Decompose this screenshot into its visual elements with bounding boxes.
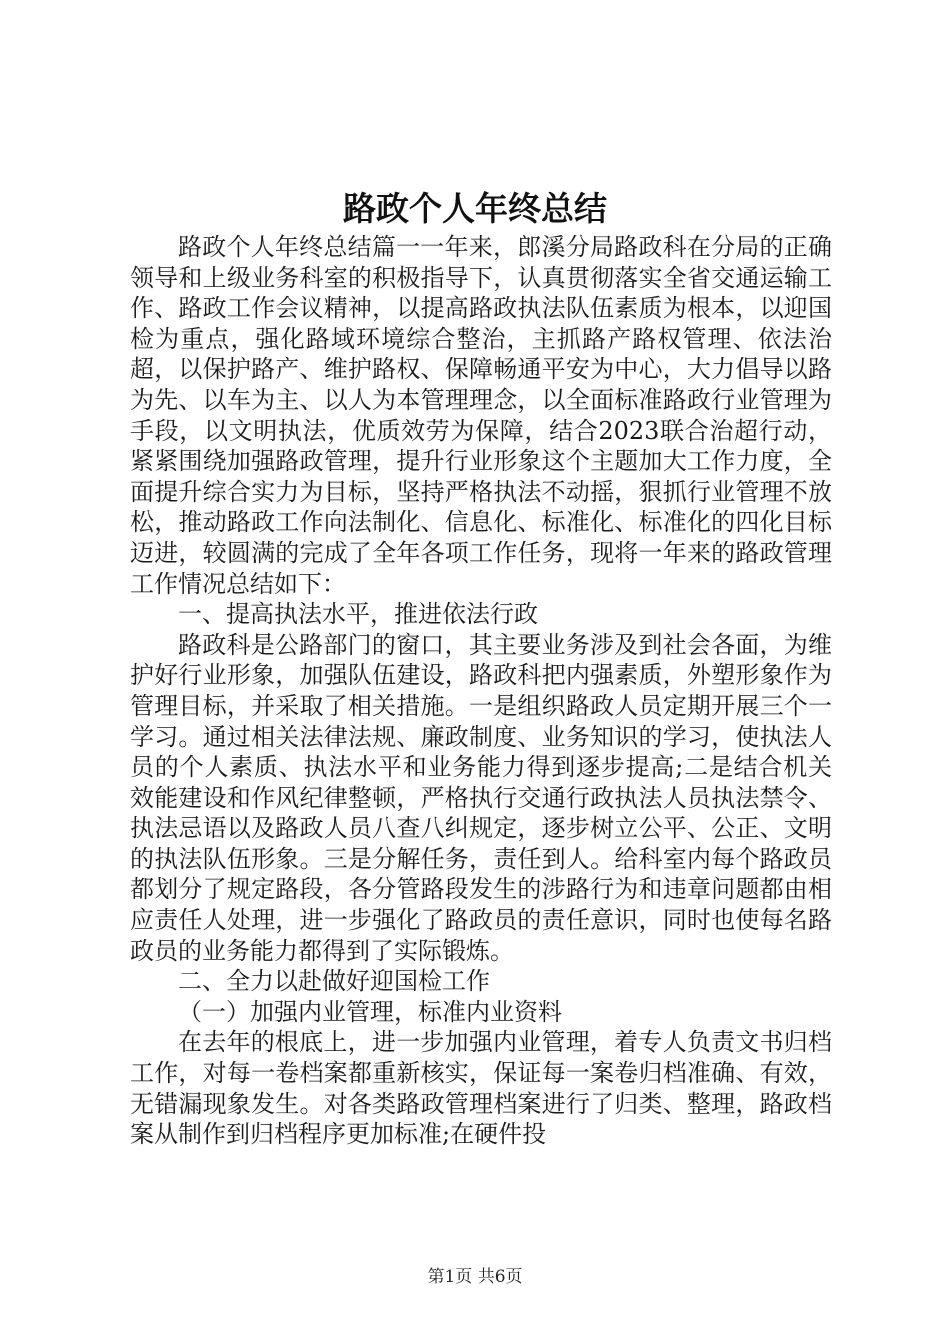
section-heading-2: 二、全力以赴做好迎国检工作 <box>178 967 490 996</box>
paragraph-subsection-2-1: 在去年的根底上，进一步加强内业管理，着专人负责文书归档工作，对每一卷档案都重新核实，保证每一案卷归档准确、有效，无错漏现象发生。对各类路政管理档案进行了归类、整理，路政档案从制作到归档程序更加标准;在硬件投 <box>130 1028 832 1149</box>
section-heading-1: 一、提高执法水平，推进依法行政 <box>178 600 538 629</box>
paragraph-section-1: 路政科是公路部门的窗口，其主要业务涉及到社会各面，为维护好行业形象，加强队伍建设，路政科把内强素质，外塑形象作为管理目标，并采取了相关措施。一是组织路政人员定期开展三个一学习。通过相关法律法规、廉政制度、业务知识的学习，使执法人员的个人素质、执法水平和业务能力得到逐步提高;二是结合机关效能建设和作风纪律整顿，严格执行交通行政执法人员执法禁令、执法忌语以及路政人员八查八纠规定，逐步树立公平、公正、文明的执法队伍形象。三是分解任务，责任到人。给科室内每个路政员都划分了规定路段，各分管路段发生的涉路行为和违章问题都由相应责任人处理，进一步强化了路政员的责任意识，同时也使每名路政员的业务能力都得到了实际锻炼。 <box>130 630 832 965</box>
paragraph-intro: 路政个人年终总结篇一一年来，郎溪分局路政科在分局的正确领导和上级业务科室的积极指导下，认真贯彻落实全省交通运输工作、路政工作会议精神，以提高路政执法队伍素质为根本，以迎国检为重点，强化路域环境综合整治，主抓路产路权管理、依法治超，以保护路产、维护路权、保障畅通平安为中心，大力倡导以路为先、以车为主、以人为本管理理念，以全面标准路政行业管理为手段，以文明执法，优质效劳为保障，结合2023联合治超行动，紧紧围绕加强路政管理，提升行业形象这个主题加大工作力度，全面提升综合实力为目标，坚持严格执法不动摇，狠抓行业管理不放松，推动路政工作向法制化、信息化、标准化、标准化的四化目标迈进，较圆满的完成了全年各项工作任务，现将一年来的路政管理工作情况总结如下： <box>130 233 832 598</box>
page-number-footer: 第1页 共6页 <box>427 1267 523 1287</box>
subsection-heading-2-1: （一）加强内业管理，标准内业资料 <box>178 997 562 1026</box>
document-title: 路政个人年终总结 <box>343 189 607 228</box>
document-body <box>130 232 832 1150</box>
